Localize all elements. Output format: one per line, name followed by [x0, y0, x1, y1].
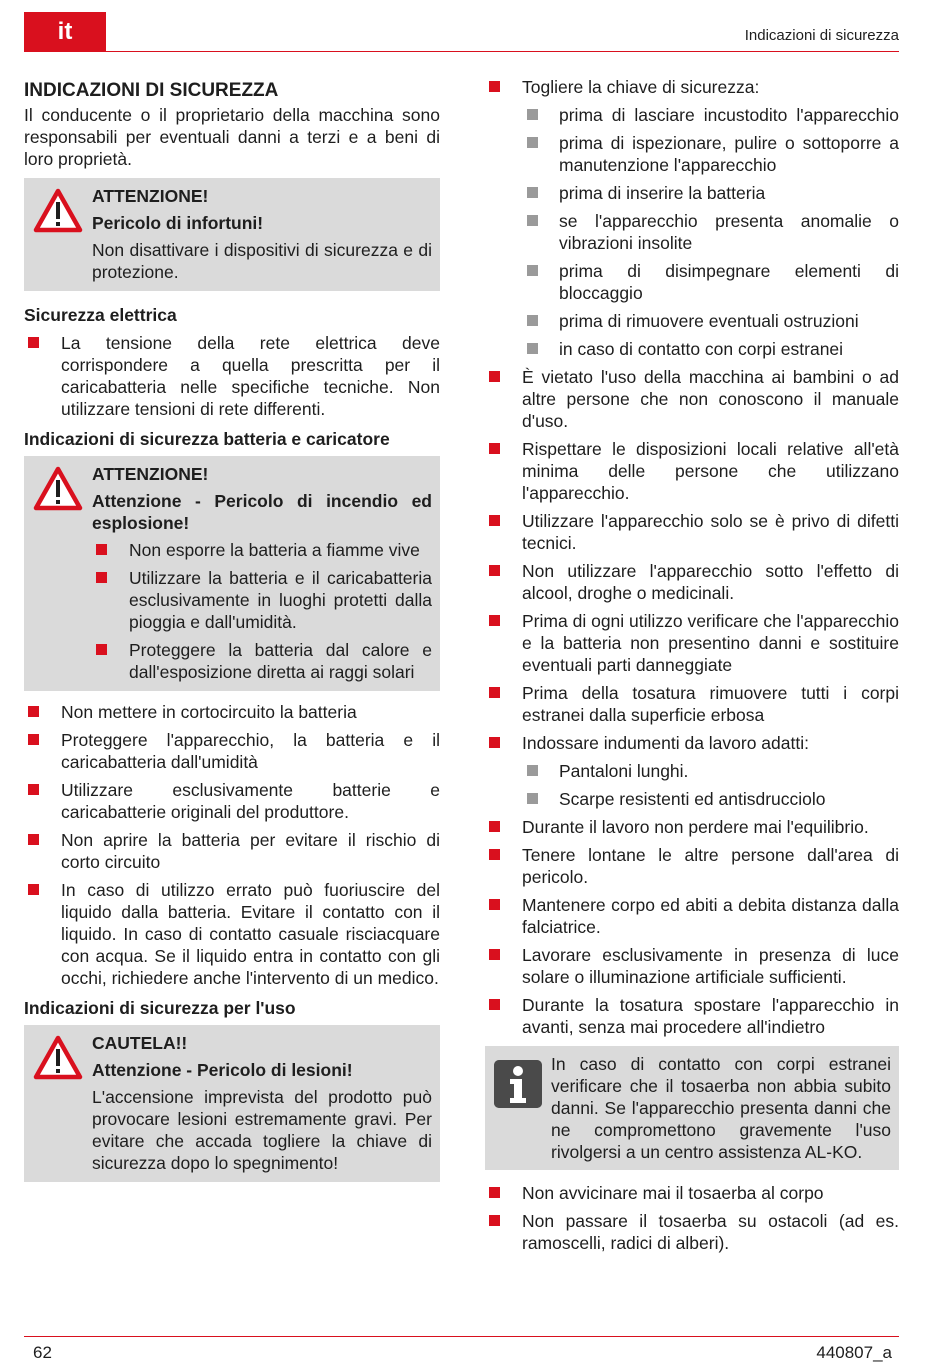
- electrical-safety-list: [24, 332, 440, 420]
- list-item: Prima della tosatura rimuovere tutti i corpi estranei dalla superficie erbosa: [485, 682, 899, 726]
- list-item: Non avvicinare mai il tosaerba al corpo: [485, 1182, 899, 1204]
- section-title: INDICAZIONI DI SICUREZZA: [24, 80, 279, 101]
- list-item: In caso di utilizzo errato può fuoriuscire del liquido dalla batteria. Evitare il contatto con il liquido. In caso di contatto casuale risciacquare con acqua. Se il liquido entra in contatto con gli occhi, richiedere anche l'intervento di un medico.: [24, 879, 440, 989]
- battery-safety-title: Indicazioni di sicurezza batteria e caricatore: [24, 429, 390, 449]
- list-item: Non aprire la batteria per evitare il rischio di corto circuito: [24, 829, 440, 873]
- battery-safety-list: [24, 701, 440, 989]
- left-column: [24, 76, 440, 1182]
- language-tab: it: [24, 12, 106, 52]
- sublist-item: prima di disimpegnare elementi di bloccaggio: [522, 260, 899, 304]
- list-item: Utilizzare esclusivamente batterie e caricabatterie originali del produttore.: [24, 779, 440, 823]
- list-item: Utilizzare l'apparecchio solo se è privo di difetti tecnici.: [485, 510, 899, 554]
- warning-triangle-icon: [33, 1035, 83, 1081]
- list-item: Mantenere corpo ed abiti a debita distanza dalla falciatrice.: [485, 894, 899, 938]
- warning-triangle-icon: [33, 466, 83, 512]
- info-icon: [494, 1060, 542, 1108]
- list-item: Non mettere in cortocircuito la batteria: [24, 701, 440, 723]
- list-item: Utilizzare la batteria e il caricabatteria esclusivamente in luoghi protetti dalla pioggia e dall'umidità.: [92, 567, 432, 633]
- sublist-item: Pantaloni lunghi.: [522, 760, 899, 782]
- list-item: Rispettare le disposizioni locali relative all'età minima delle persone che utilizzano l'apparecchio.: [485, 438, 899, 504]
- warning-triangle-icon: [33, 188, 83, 234]
- warning-heading: ATTENZIONE!: [92, 464, 209, 484]
- list-item: Non utilizzare l'apparecchio sotto l'effetto di alcool, droghe o medicinali.: [485, 560, 899, 604]
- list-item: È vietato l'uso della macchina ai bambini o ad altre persone che non conoscono il manuale d'uso.: [485, 366, 899, 432]
- list-item: Tenere lontane le altre persone dall'area di pericolo.: [485, 844, 899, 888]
- electrical-safety-title: Sicurezza elettrica: [24, 305, 177, 325]
- list-item: Prima di ogni utilizzo verificare che l'apparecchio e la batteria non presentino danni e sostituire eventuali parti danneggiate: [485, 610, 899, 676]
- list-item: Proteggere l'apparecchio, la batteria e il caricabatteria dall'umidità: [24, 729, 440, 773]
- safety-list-final: [485, 1182, 899, 1254]
- warning-heading: ATTENZIONE!: [92, 186, 209, 206]
- sublist-item: Scarpe resistenti ed antisdrucciolo: [522, 788, 899, 810]
- warning-text: Non disattivare i dispositivi di sicurezza e di protezione.: [92, 240, 432, 282]
- list-item: Lavorare esclusivamente in presenza di luce solare o illuminazione artificiale sufficienti.: [485, 944, 899, 988]
- warning-box-fire: [24, 456, 440, 691]
- warning-heading: CAUTELA!!: [92, 1033, 188, 1053]
- list-item: Non passare il tosaerba su ostacoli (ad es. ramoscelli, radici di alberi).: [485, 1210, 899, 1254]
- info-box: [485, 1046, 899, 1170]
- list-item: La tensione della rete elettrica deve corrispondere a quella prescritta per il caricabatteria nelle specifiche tecniche. Non utilizzare tensioni di rete differenti.: [24, 332, 440, 420]
- info-text: In caso di contatto con corpi estranei verificare che il tosaerba non abbia subito danni. Se l'apparecchio presenta danni che ne compromettono gravemente l'uso rivolgersi a un centro assistenza AL-KO.: [551, 1054, 891, 1162]
- usage-safety-title: Indicazioni di sicurezza per l'uso: [24, 998, 296, 1018]
- list-item: Durante la tosatura spostare l'apparecchio in avanti, senza mai procedere all'indietro: [485, 994, 899, 1038]
- list-item: Proteggere la batteria dal calore e dall'esposizione diretta ai raggi solari: [92, 639, 432, 683]
- sublist-item: prima di lasciare incustodito l'apparecchio: [522, 104, 899, 126]
- warning-text: L'accensione imprevista del prodotto può provocare lesioni estremamente gravi. Per evitare che accada togliere la chiave di sicurezza dopo lo spegnimento!: [92, 1087, 432, 1173]
- warning-box-caution: [24, 1025, 440, 1182]
- sublist-item: in caso di contatto con corpi estranei: [522, 338, 899, 360]
- document-code: 440807_a: [816, 1343, 892, 1362]
- warning-list: [92, 539, 432, 683]
- warning-subheading: Attenzione - Pericolo di lesioni!: [92, 1060, 353, 1080]
- header-divider: [24, 51, 899, 52]
- warning-subheading: Pericolo di infortuni!: [92, 213, 264, 233]
- safety-list-main: [485, 76, 899, 1038]
- intro-paragraph: Il conducente o il proprietario della macchina sono responsabili per eventuali danni a terzi e a beni di loro proprietà.: [24, 105, 440, 169]
- right-column: [485, 76, 899, 1260]
- warning-box-injury: [24, 178, 440, 291]
- header-title: Indicazioni di sicurezza: [744, 27, 899, 44]
- warning-subheading: Attenzione - Pericolo di incendio ed esplosione!: [92, 491, 432, 533]
- clothing-sublist: [522, 760, 899, 810]
- list-item: Indossare indumenti da lavoro adatti: Pantaloni lunghi. Scarpe resistenti ed antisdrucciolo: [485, 732, 899, 810]
- sublist-item: prima di inserire la batteria: [522, 182, 899, 204]
- key-removal-sublist: [522, 104, 899, 360]
- list-item: Togliere la chiave di sicurezza: prima di lasciare incustodito l'apparecchio prima di ispezionare, pulire o sottoporre a manutenzione l'apparecchio prima di inserire la batteria se l'apparecchio presenta anomalie o vibrazioni insolite prima di disimpegnare elementi di bloccaggio prima di rimuovere eventuali ostruzioni in caso di contatto con corpi estranei: [485, 76, 899, 360]
- list-item: Durante il lavoro non perdere mai l'equilibrio.: [485, 816, 899, 838]
- footer-divider: [24, 1336, 899, 1337]
- page-number: 62: [33, 1343, 52, 1362]
- sublist-item: prima di rimuovere eventuali ostruzioni: [522, 310, 899, 332]
- sublist-item: prima di ispezionare, pulire o sottoporre a manutenzione l'apparecchio: [522, 132, 899, 176]
- list-item: Non esporre la batteria a fiamme vive: [92, 539, 432, 561]
- sublist-item: se l'apparecchio presenta anomalie o vibrazioni insolite: [522, 210, 899, 254]
